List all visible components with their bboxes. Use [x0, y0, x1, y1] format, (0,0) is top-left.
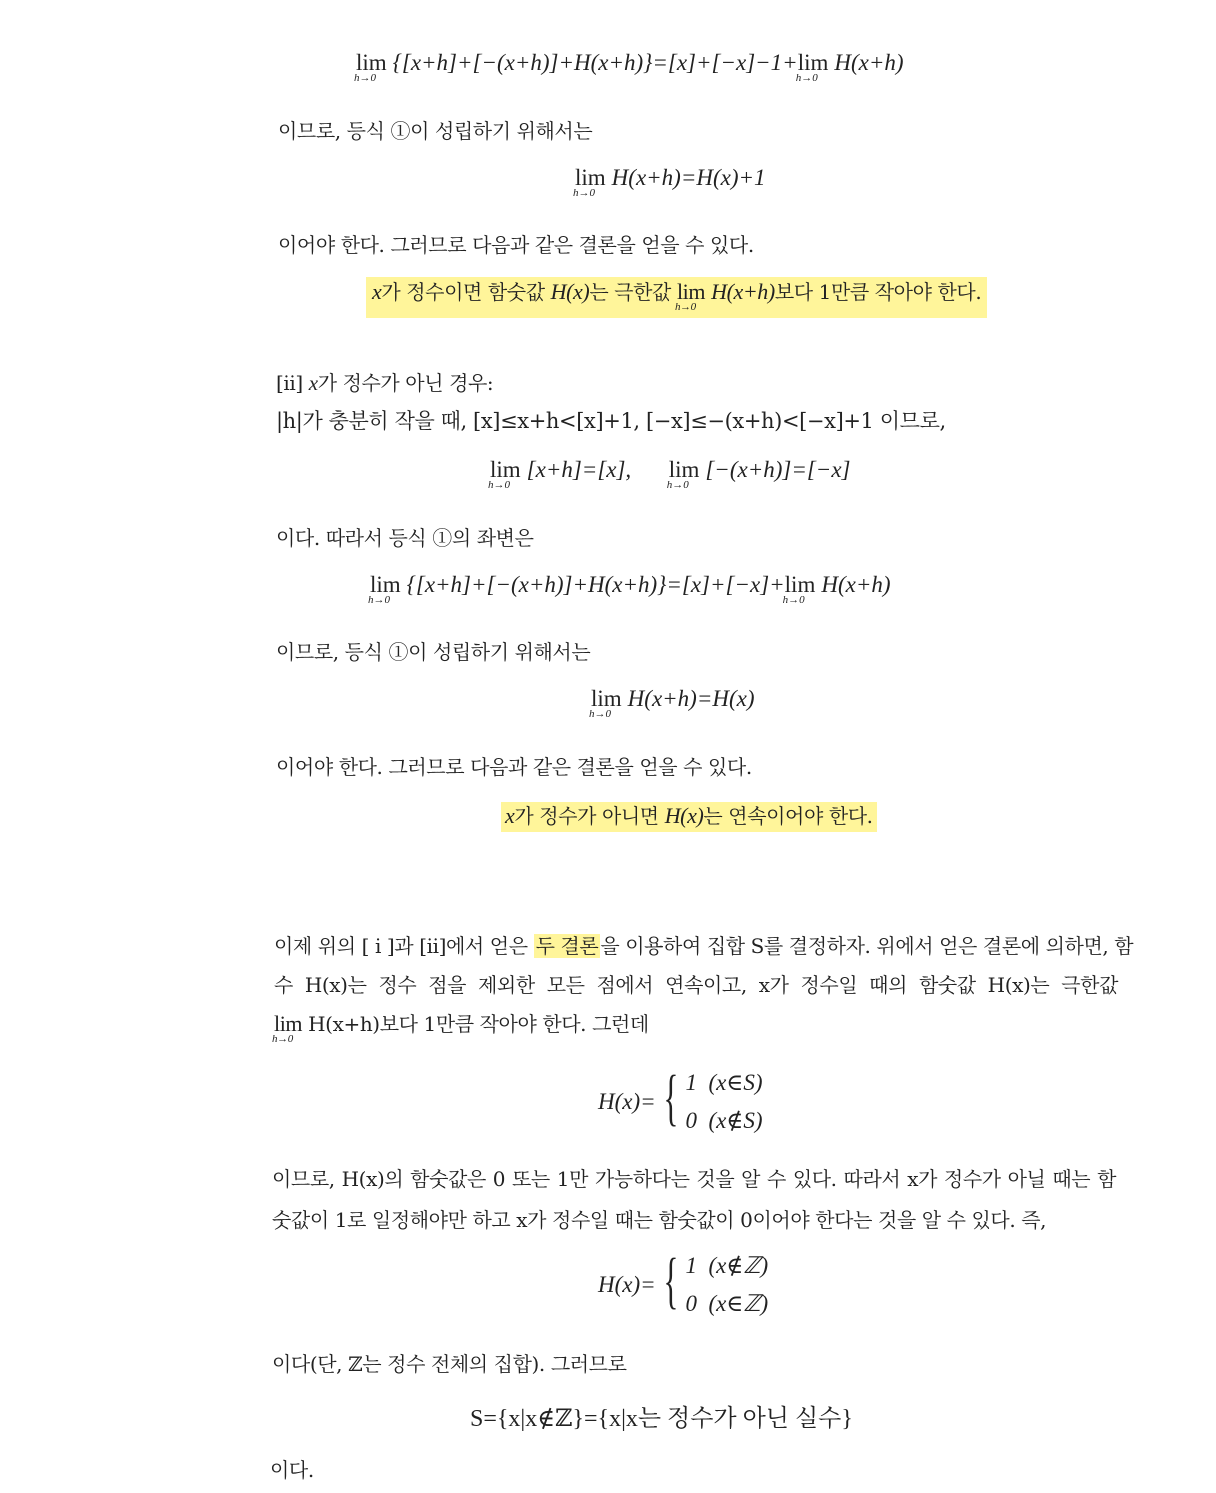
text-conclusion-intro-2: 이어야 한다. 그러므로 다음과 같은 결론을 얻을 수 있다. — [276, 755, 752, 779]
text-conclusion-intro-1: 이어야 한다. 그러므로 다음과 같은 결론을 얻을 수 있다. — [278, 233, 754, 257]
text-end: 이다. — [270, 1458, 314, 1482]
text-condition-2: 이므로, 등식 ①이 성립하기 위해서는 — [276, 640, 591, 664]
highlight-two-conclusions: 두 결론 — [535, 934, 599, 958]
paragraph2-line-2: 숫값이 1로 일정해야만 하고 x가 정수일 때는 함숫값이 0이어야 한다는 것을 알 수 있다. 즉, — [272, 1208, 1047, 1232]
conclusion-integer-case: x가 정수이면 함숫값 H(x)는 극한값 lim h→0 H(x+h)보다 1만큼 작아야 한다. — [366, 276, 987, 305]
paragraph-line-2: 수 H(x)는 정수 점을 제외한 모든 점에서 연속이고, x가 정수일 때의 함숫값 H(x)는 극한값 — [274, 973, 1118, 997]
limit-equation-4: lim h→0 {[x+h]+[−(x+h)]+H(x+h)}=[x]+[−x]+lim h→0 H(x+h) — [368, 572, 891, 606]
limit-equation-2: lim h→0 H(x+h)=H(x)+1 — [573, 165, 766, 199]
piecewise-definition-2: H(x)= { 1 (x∉ℤ) 0 (x∈ℤ) — [598, 1247, 769, 1316]
paragraph2-line-1: 이므로, H(x)의 함숫값은 0 또는 1만 가능하다는 것을 알 수 있다. 따라서 x가 정수가 아닐 때는 함 — [272, 1167, 1116, 1191]
text-condition-1: 이므로, 등식 ①이 성립하기 위해서는 — [278, 119, 593, 143]
conclusion-non-integer-case: x가 정수가 아니면 H(x)는 연속이어야 한다. — [501, 800, 877, 829]
case-ii-heading: [ii] x가 정수가 아닌 경우: — [276, 371, 494, 395]
limit-equation-3: lim h→0 [x+h]=[x], lim h→0 [−(x+h)]=[−x] — [488, 457, 851, 491]
text-left-side: 이다. 따라서 등식 ①의 좌변은 — [276, 526, 534, 550]
limit-equation-1: lim h→0 {[x+h]+[−(x+h)]+H(x+h)}=[x]+[−x]−1+lim h→0 H(x+h) — [354, 50, 904, 84]
limit-equation-5: lim h→0 H(x+h)=H(x) — [589, 686, 755, 720]
paragraph-line-1: 이제 위의 [ i ]과 [ii]에서 얻은 두 결론 을 이용하여 집합 S를 결정하자. 위에서 얻은 결론에 의하면, 함 — [274, 934, 1134, 958]
case-ii-inequality: |h|가 충분히 작을 때, [x]≤x+h<[x]+1, [−x]≤−(x+h)<[−x]+1 이므로, — [276, 409, 946, 433]
piecewise-definition-1: H(x)= { 1 (x∈S) 0 (x∉S) — [598, 1064, 763, 1133]
text-integer-set-note: 이다(단, ℤ는 정수 전체의 집합). 그러므로 — [272, 1352, 627, 1376]
set-definition: S={x|x∉ℤ}={x|x는 정수가 아닌 실수} — [470, 1406, 853, 1432]
paragraph-line-3: lim h→0 H(x+h)보다 1만큼 작아야 한다. 그런데 — [272, 1011, 649, 1045]
